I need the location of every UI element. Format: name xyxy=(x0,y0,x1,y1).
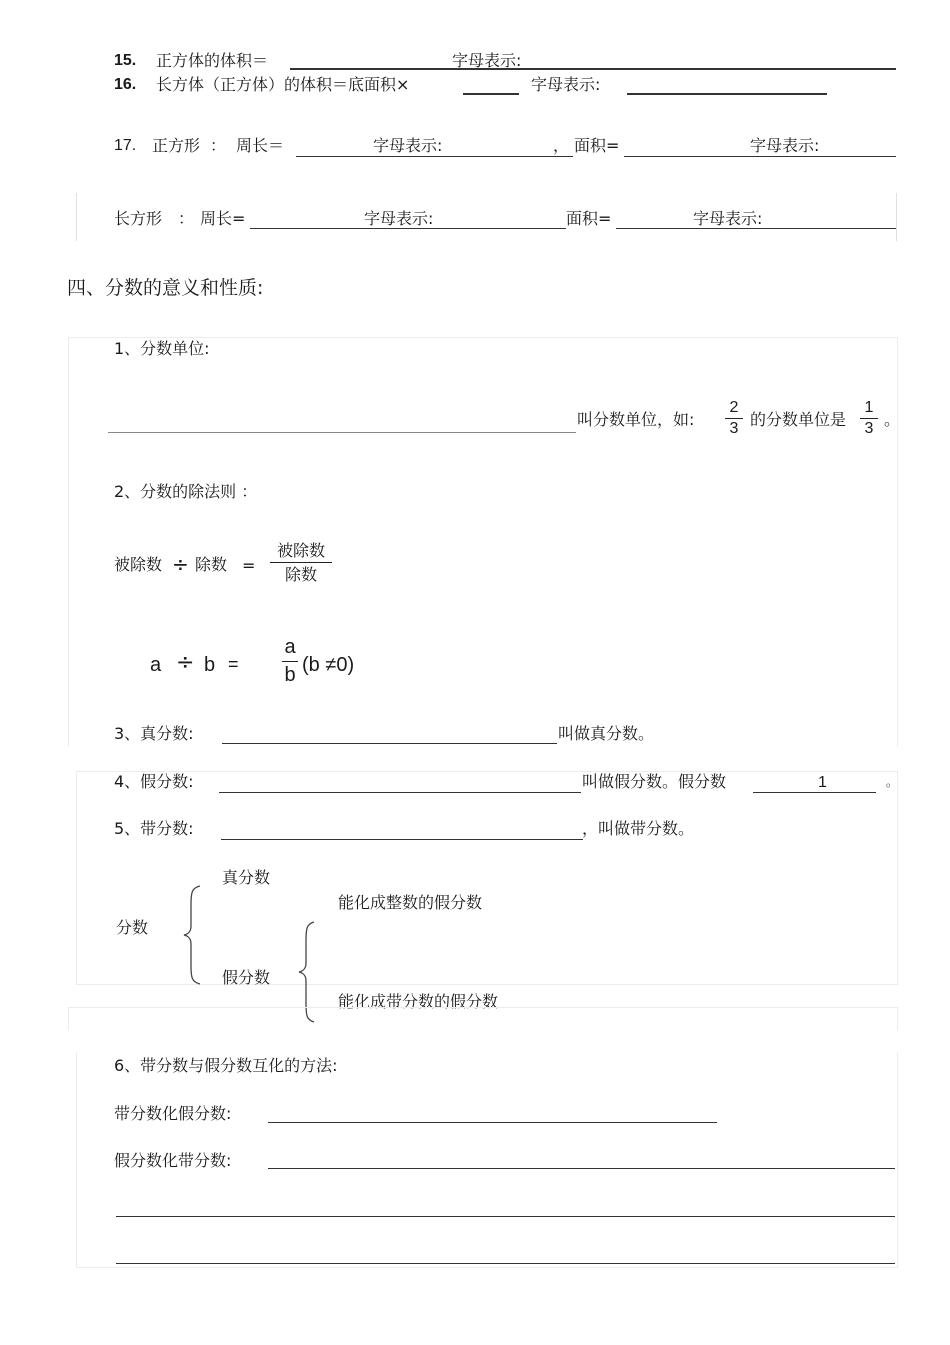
proper-fraction-blank[interactable] xyxy=(222,743,557,744)
mixed-number-tail: ，叫做带分数。 xyxy=(582,819,695,838)
rectangle-area-label: 面积= xyxy=(566,209,612,228)
tree-root-fraction: 分数 xyxy=(116,918,149,937)
fraction-denominator: 3 xyxy=(729,420,739,437)
square-perimeter-label: 周长＝ xyxy=(236,136,285,155)
divide-sign: ÷ xyxy=(172,552,189,576)
word-fraction xyxy=(270,543,332,583)
content-box xyxy=(68,1007,898,1030)
item-15-text: 正方体的体积＝ xyxy=(156,51,269,70)
rectangle-perimeter-blank[interactable] xyxy=(250,228,566,229)
fraction-bar xyxy=(725,418,743,419)
item-15-blank[interactable] xyxy=(290,68,896,70)
square-comma: ， xyxy=(553,136,570,155)
content-box xyxy=(68,337,901,747)
tree-proper-fraction: 真分数 xyxy=(222,868,271,887)
proper-fraction-tail: 叫做真分数。 xyxy=(558,724,655,743)
unit-definition-blank[interactable] xyxy=(108,432,576,433)
rectangle-area-blank[interactable] xyxy=(616,228,896,229)
formula-divide-sign: ÷ xyxy=(176,650,195,675)
rectangle-area-letter-label: 字母表示: xyxy=(693,209,763,228)
conversion-heading: 6、带分数与假分数互化的方法: xyxy=(114,1056,338,1075)
tree-sub-mixed: 能化成带分数的假分数 xyxy=(338,992,499,1011)
equals-sign: = xyxy=(242,556,256,575)
fraction-bar xyxy=(270,562,332,563)
unit-end-mark: 。 xyxy=(884,410,901,429)
square-perimeter-blank[interactable] xyxy=(296,156,573,157)
dividend-word: 被除数 xyxy=(114,555,163,574)
unit-middle-text: 的分数单位是 xyxy=(750,410,847,429)
improper-end-mark: 。 xyxy=(886,775,899,789)
formula-fraction xyxy=(280,637,300,685)
unit-heading: 1、分数单位: xyxy=(114,339,210,358)
square-perimeter-letter-label: 字母表示: xyxy=(373,136,443,155)
square-area-blank[interactable] xyxy=(624,156,896,157)
improper-fraction-tail: 叫做假分数。假分数 xyxy=(582,772,727,791)
answer-line[interactable] xyxy=(116,1216,895,1217)
rectangle-perimeter-letter-label: 字母表示: xyxy=(364,209,434,228)
fraction-numerator: 被除数 xyxy=(276,541,325,560)
unit-fraction xyxy=(857,400,881,437)
formula-a: a xyxy=(150,654,162,676)
rectangle-perimeter-label: 周长= xyxy=(200,209,246,228)
margin-rule xyxy=(76,193,77,241)
formula-condition: (b ≠0) xyxy=(302,654,355,676)
item-15-number: 15. xyxy=(114,52,137,69)
item-16-text: 长方体（正方体）的体积＝底面积× xyxy=(156,75,410,94)
tree-improper-fraction: 假分数 xyxy=(222,968,271,987)
fraction-denominator: 除数 xyxy=(284,565,317,584)
answer-line[interactable] xyxy=(116,1263,895,1264)
example-fraction xyxy=(722,400,746,437)
tree-sub-integer: 能化成整数的假分数 xyxy=(338,893,483,912)
improper-fraction-blank[interactable] xyxy=(219,792,581,793)
item-16-letter-label: 字母表示: xyxy=(531,75,601,94)
fraction-denominator: 3 xyxy=(864,420,874,437)
improper-blank-value: 1 xyxy=(818,774,827,791)
mixed-to-improper-blank[interactable] xyxy=(268,1122,717,1123)
mixed-to-improper-label: 带分数化假分数: xyxy=(114,1104,232,1123)
proper-fraction-label: 3、真分数: xyxy=(114,724,194,743)
item-16-letter-blank[interactable] xyxy=(627,93,827,95)
formula-b: b xyxy=(204,654,216,676)
square-label: 正方形 xyxy=(152,136,201,155)
item-16-number: 16. xyxy=(114,76,137,93)
fraction-numerator: 2 xyxy=(729,399,739,416)
mixed-number-blank[interactable] xyxy=(221,839,583,840)
formula-equals: = xyxy=(228,654,239,674)
section-title: 四、分数的意义和性质: xyxy=(67,277,264,299)
square-colon: ： xyxy=(210,136,227,155)
division-heading: 2、分数的除法则 ： xyxy=(114,482,258,501)
left-brace-icon xyxy=(180,884,204,986)
square-area-letter-label: 字母表示: xyxy=(750,136,820,155)
rectangle-label: 长方形 xyxy=(114,209,163,228)
divisor-word: 除数 xyxy=(195,555,228,574)
fraction-denominator: b xyxy=(284,664,296,686)
improper-to-mixed-label: 假分数化带分数: xyxy=(114,1151,232,1170)
fraction-numerator: 1 xyxy=(864,399,874,416)
unit-tail-text: 叫分数单位，如: xyxy=(577,410,695,429)
fraction-numerator: a xyxy=(284,636,296,658)
item-16-height-blank[interactable] xyxy=(463,93,519,95)
fraction-bar xyxy=(282,661,298,662)
mixed-number-label: 5、带分数: xyxy=(114,819,194,838)
square-area-label: 面积= xyxy=(574,136,620,155)
fraction-bar xyxy=(860,418,878,419)
improper-comparison-blank[interactable] xyxy=(753,792,876,793)
improper-to-mixed-blank[interactable] xyxy=(268,1168,895,1169)
rectangle-colon: ： xyxy=(178,209,195,228)
item-15-letter-label: 字母表示: xyxy=(452,51,522,70)
margin-rule xyxy=(896,193,897,241)
improper-fraction-label: 4、假分数: xyxy=(114,772,194,791)
item-17-number: 17. xyxy=(114,137,137,154)
